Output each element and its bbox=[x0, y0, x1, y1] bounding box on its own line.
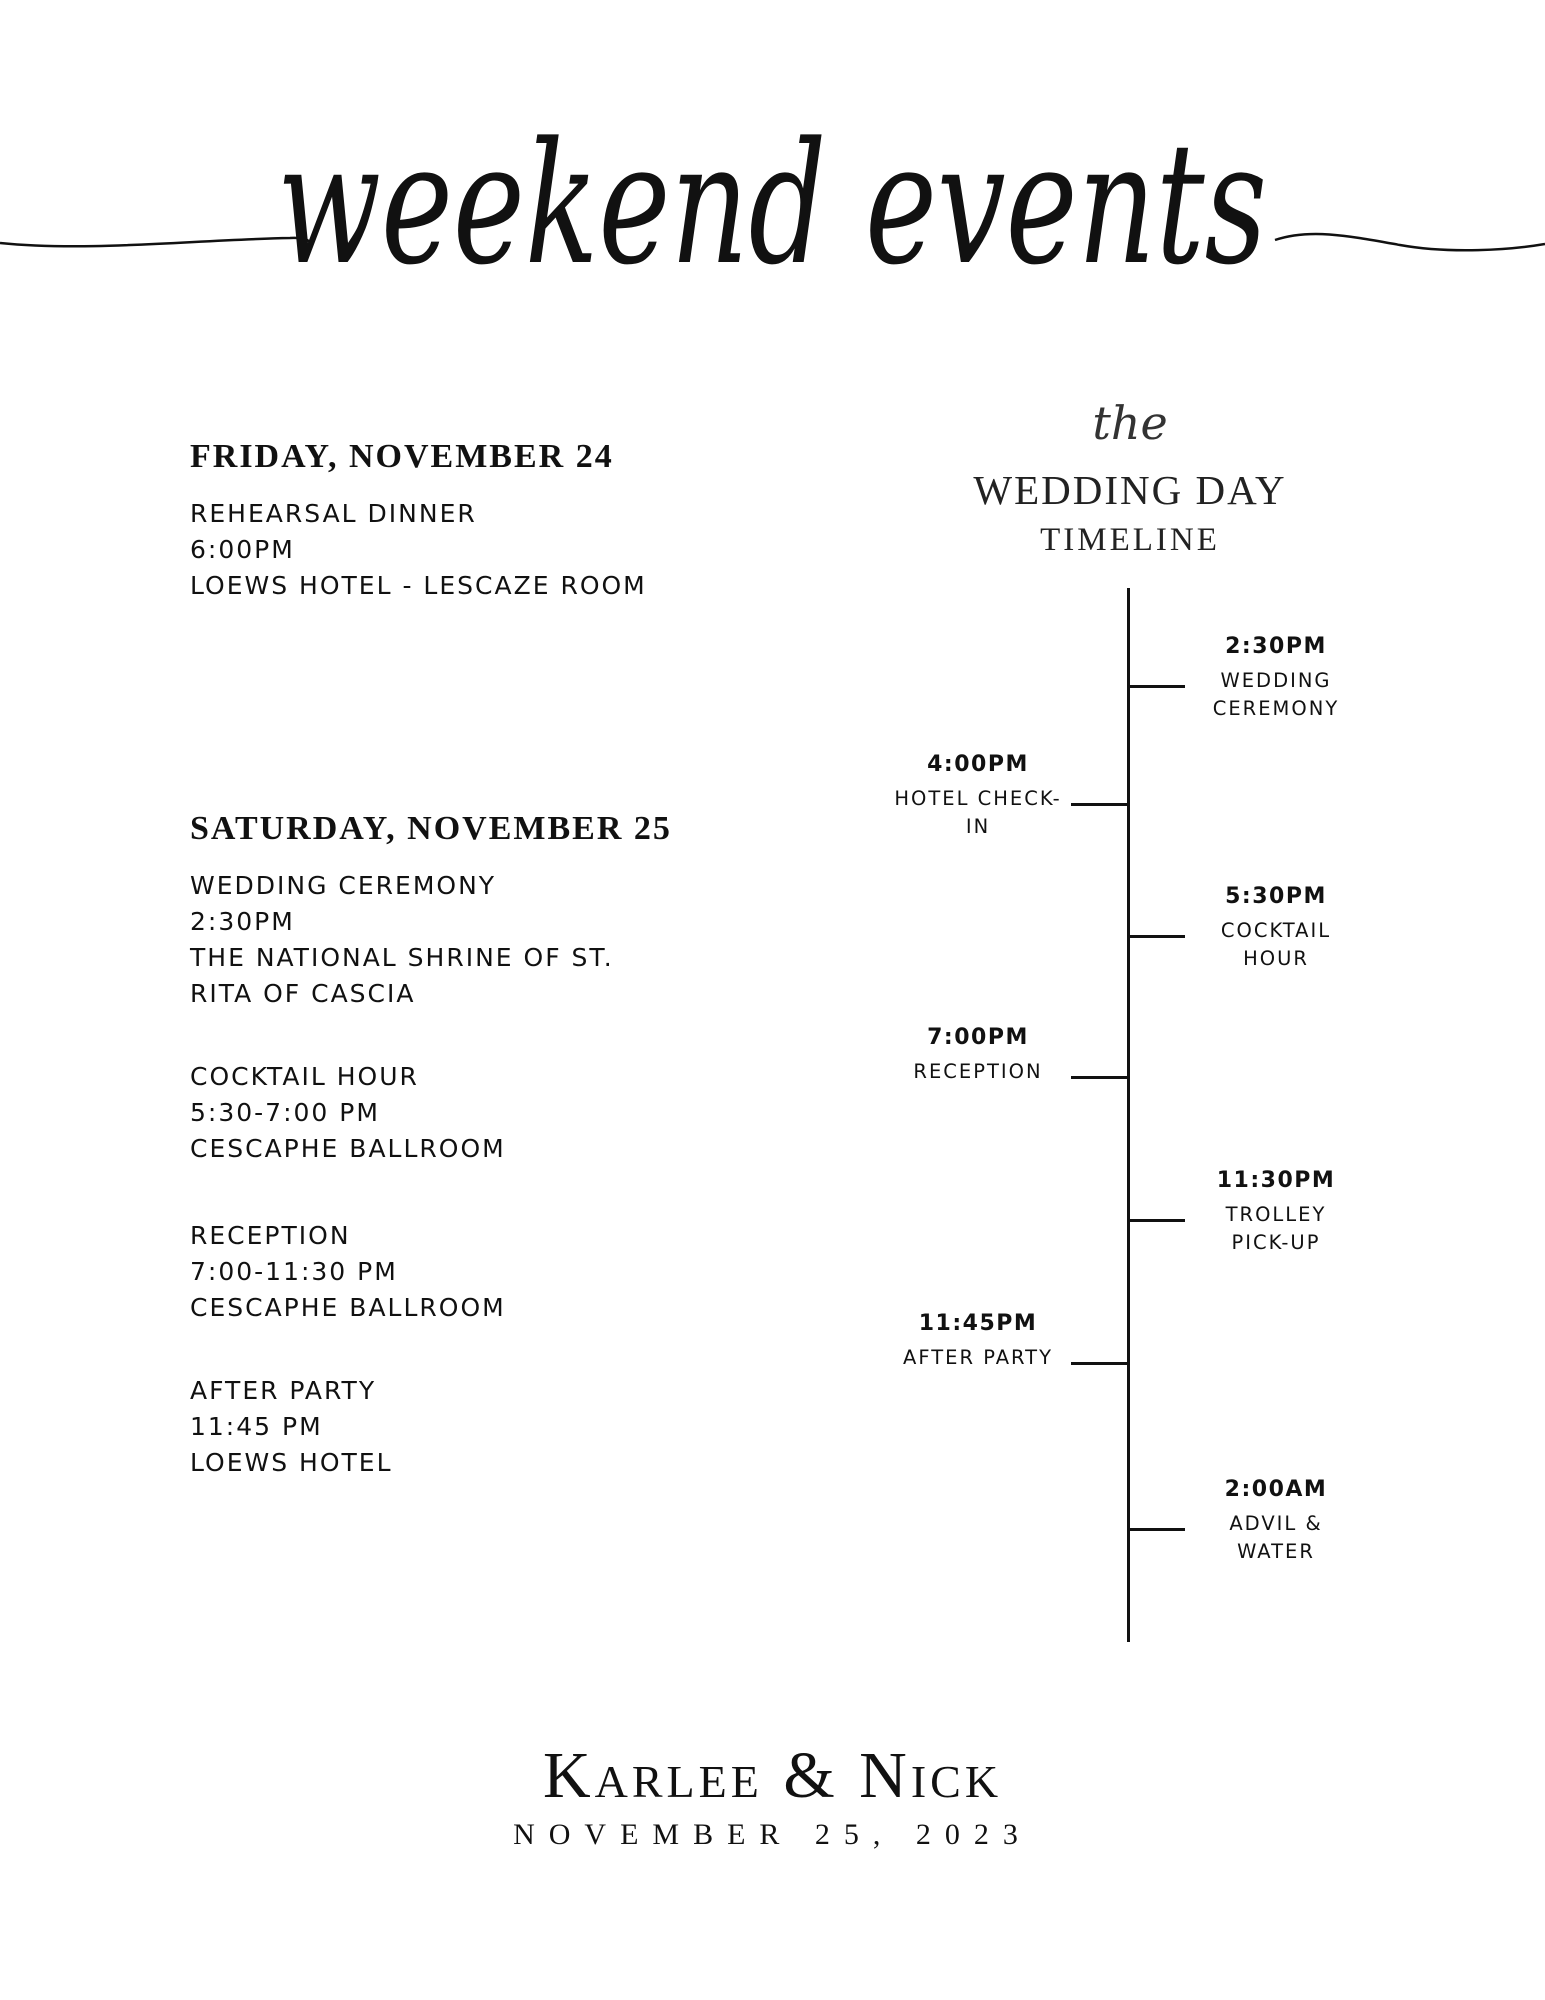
event-line: 5:30-7:00 PM bbox=[190, 1098, 380, 1127]
timeline-description: TROLLEY bbox=[1225, 1203, 1327, 1226]
page-title: weekend events bbox=[277, 106, 1267, 302]
timeline-description: WATER bbox=[1237, 1540, 1315, 1563]
wedding-date: NOVEMBER 25, 2023 bbox=[513, 1818, 1032, 1851]
timeline-entry bbox=[1166, 1166, 1386, 1257]
timeline-time: 7:00PM bbox=[927, 1025, 1029, 1050]
event-line: LOEWS HOTEL - LESCAZE ROOM bbox=[190, 571, 647, 600]
timeline-description: RECEPTION bbox=[913, 1060, 1043, 1083]
timeline-time: 11:30PM bbox=[1216, 1168, 1336, 1193]
saturday-event-reception bbox=[190, 1218, 506, 1326]
friday-heading: FRIDAY, NOVEMBER 24 bbox=[190, 438, 614, 475]
timeline-entry bbox=[1166, 882, 1386, 973]
timeline-description: AFTER PARTY bbox=[903, 1346, 1053, 1369]
timeline-description: HOUR bbox=[1243, 947, 1309, 970]
timeline-entry bbox=[868, 1309, 1088, 1372]
timeline-axis bbox=[1127, 588, 1130, 1642]
timeline-description: IN bbox=[965, 815, 991, 838]
timeline-title: WEDDING DAY bbox=[973, 467, 1287, 513]
right-flourish-line bbox=[1275, 234, 1545, 250]
event-line: 7:00-11:30 PM bbox=[190, 1257, 398, 1286]
timeline-entry bbox=[1166, 1475, 1386, 1566]
friday-event-rehearsal bbox=[190, 496, 647, 604]
timeline-time: 11:45PM bbox=[918, 1311, 1038, 1336]
timeline-entry bbox=[1166, 632, 1386, 723]
event-line: WEDDING CEREMONY bbox=[190, 871, 497, 900]
timeline-prefix: the bbox=[1092, 396, 1168, 450]
couple-names: Karlee & Nick bbox=[542, 1739, 1003, 1812]
event-line: CESCAPHE BALLROOM bbox=[190, 1293, 506, 1322]
timeline-entry bbox=[868, 1023, 1088, 1086]
timeline-time: 2:30PM bbox=[1225, 634, 1327, 659]
event-line: 6:00PM bbox=[190, 535, 295, 564]
timeline-description: PICK-UP bbox=[1231, 1231, 1321, 1254]
timeline-description: CEREMONY bbox=[1212, 697, 1340, 720]
left-flourish-line bbox=[0, 238, 310, 252]
saturday-event-ceremony bbox=[190, 868, 614, 1012]
event-line: 11:45 PM bbox=[190, 1412, 323, 1441]
event-line: COCKTAIL HOUR bbox=[190, 1062, 419, 1091]
event-line: CESCAPHE BALLROOM bbox=[190, 1134, 506, 1163]
timeline-time: 4:00PM bbox=[927, 752, 1029, 777]
event-line: THE NATIONAL SHRINE OF ST. bbox=[190, 943, 614, 972]
timeline-time: 5:30PM bbox=[1225, 884, 1327, 909]
saturday-event-cocktail bbox=[190, 1059, 506, 1167]
event-line: RITA OF CASCIA bbox=[190, 979, 416, 1008]
timeline-time: 2:00AM bbox=[1224, 1477, 1328, 1502]
saturday-event-after-party bbox=[190, 1373, 393, 1481]
timeline-description: COCKTAIL bbox=[1220, 919, 1332, 942]
timeline-description: ADVIL & bbox=[1229, 1512, 1323, 1535]
event-line: AFTER PARTY bbox=[190, 1376, 377, 1405]
timeline-description: WEDDING bbox=[1220, 669, 1332, 692]
timeline-description: HOTEL CHECK- bbox=[894, 787, 1062, 810]
event-line: LOEWS HOTEL bbox=[190, 1448, 393, 1477]
timeline-subtitle: TIMELINE bbox=[1040, 522, 1220, 558]
event-line: RECEPTION bbox=[190, 1221, 351, 1250]
title-flourish bbox=[0, 0, 1545, 330]
event-line: REHEARSAL DINNER bbox=[190, 499, 477, 528]
timeline-entry bbox=[868, 750, 1088, 841]
event-line: 2:30PM bbox=[190, 907, 295, 936]
saturday-heading: SATURDAY, NOVEMBER 25 bbox=[190, 810, 672, 847]
